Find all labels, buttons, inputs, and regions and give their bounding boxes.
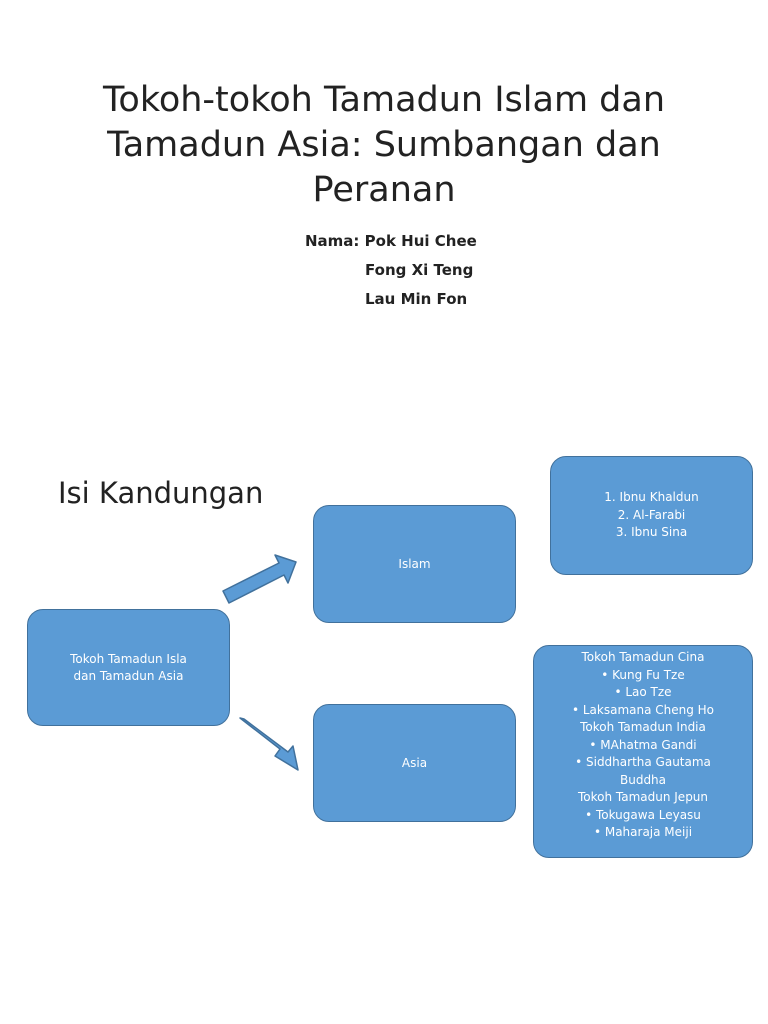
list-item: 3. Ibnu Sina: [615, 525, 688, 540]
list-item: 2. Al-Farabi: [617, 507, 686, 522]
author-name: Pok Hui Chee: [364, 232, 477, 250]
list-item: • Laksamana Cheng Ho: [571, 702, 715, 717]
list-item: • MAhatma Gandi: [589, 737, 697, 752]
list-item: Tokoh Tamadun Jepun: [577, 790, 709, 804]
list-item: Tokoh Tamadun India: [580, 720, 706, 734]
title-line: Tokoh-tokoh Tamadun Islam dan: [102, 80, 666, 120]
arrow-to-asia: [240, 718, 298, 770]
author-name: Lau Min Fon: [365, 290, 468, 308]
list-item: Tokoh Tamadun Cina: [581, 650, 705, 664]
list-item: • Tokugawa Leyasu: [585, 807, 701, 822]
asia-label: Asia: [401, 755, 428, 770]
section-heading: Isi Kandungan: [58, 476, 264, 510]
author-name: Fong Xi Teng: [365, 261, 474, 279]
title-line: Tamadun Asia: Sumbangan dan: [107, 125, 661, 165]
root-label: Tokoh Tamadun Isla dan Tamadun Asia: [70, 651, 187, 683]
list-item: • Kung Fu Tze: [601, 667, 685, 682]
list-item: • Maharaja Meiji: [593, 825, 693, 839]
list-item: • Lao Tze: [614, 685, 672, 699]
title-line: Peranan: [312, 170, 456, 210]
list-item: • Siddhartha Gautama: [575, 755, 711, 769]
islam-label: Islam: [398, 556, 431, 571]
name-label: Nama:: [305, 232, 360, 250]
arrow-to-islam: [223, 555, 296, 603]
list-item: 1. Ibnu Khaldun: [604, 490, 699, 505]
list-item: Buddha: [619, 772, 667, 787]
